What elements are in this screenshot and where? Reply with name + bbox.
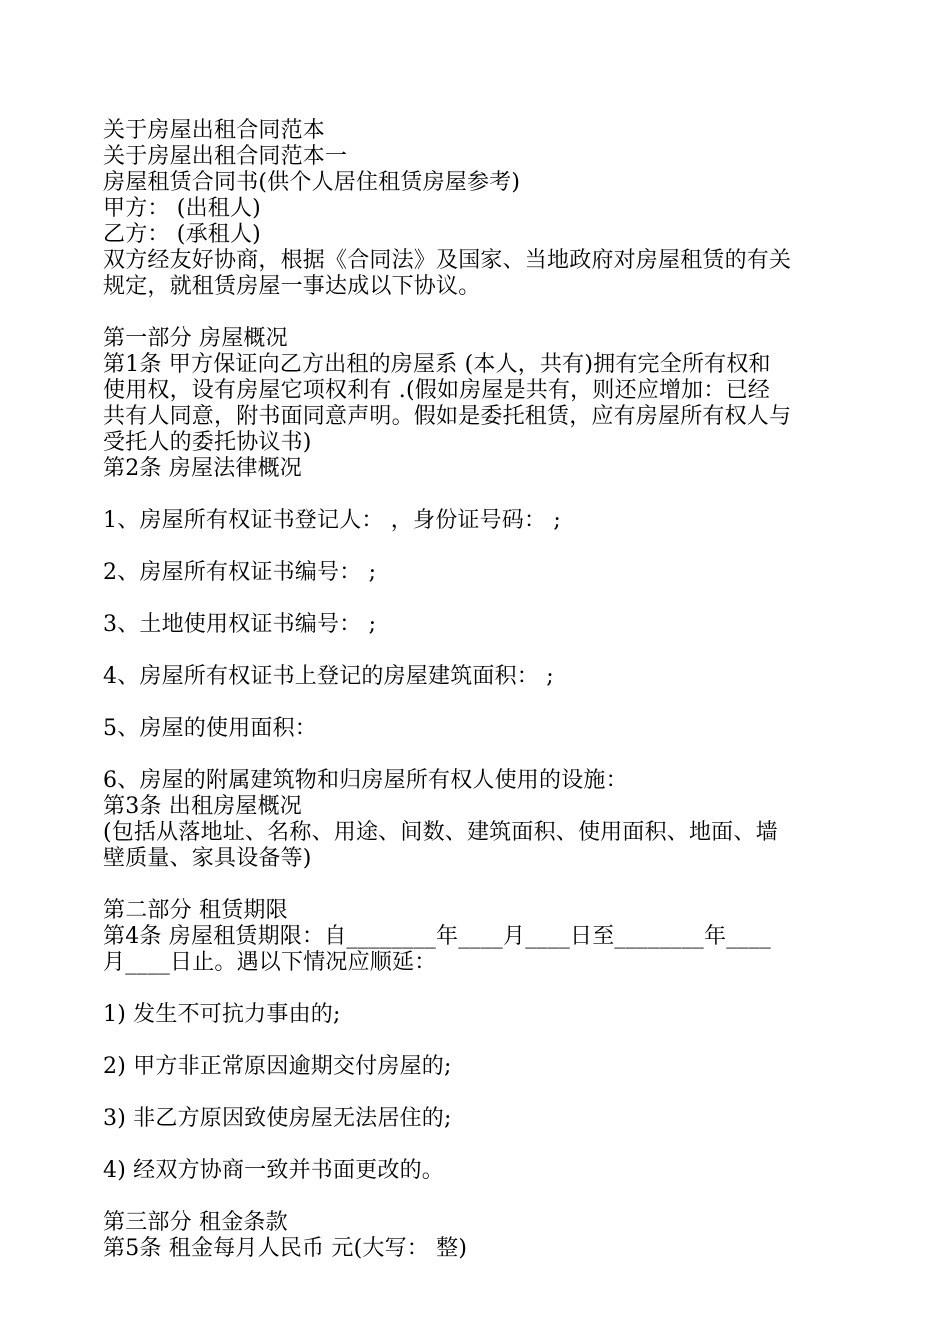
- blank-line: [103, 872, 853, 898]
- item-4: 4、房屋所有权证书上登记的房屋建筑面积： ;: [103, 664, 554, 689]
- contract-heading: 房屋租赁合同书(供个人居住租赁房屋参考): [103, 170, 521, 195]
- blank-line: [103, 482, 853, 508]
- item-1: 1、房屋所有权证书登记人： ，身份证号码： ;: [103, 508, 561, 533]
- blank-line: [103, 976, 853, 1002]
- article-4-line-2: 月____日止。遇以下情况应顺延：: [103, 950, 437, 975]
- part-1-heading: 第一部分 房屋概况: [103, 326, 288, 351]
- doc-title: 关于房屋出租合同范本: [103, 118, 326, 143]
- document-body: [103, 118, 853, 1262]
- condition-3: 3) 非乙方原因致使房屋无法居住的;: [103, 1106, 452, 1131]
- item-3: 3、土地使用权证书编号： ;: [103, 612, 377, 637]
- blank-line: [103, 586, 853, 612]
- article-1-line-2: 使用权，设有房屋它项权利有 .(假如房屋是共有，则还应增加：已经: [103, 378, 770, 403]
- article-3-line-1: (包括从落地址、名称、用途、间数、建筑面积、使用面积、地面、墙: [103, 820, 778, 845]
- article-3-line-2: 壁质量、家具设备等): [103, 846, 312, 871]
- blank-line: [103, 638, 853, 664]
- part-2-heading: 第二部分 租赁期限: [103, 898, 288, 923]
- item-5: 5、房屋的使用面积：: [103, 716, 317, 741]
- item-6: 6、房屋的附属建筑物和归房屋所有权人使用的设施：: [103, 768, 628, 793]
- blank-line: [103, 534, 853, 560]
- article-1-line-3: 共有人同意，附书面同意声明。假如是委托租赁，应有房屋所有权人与: [103, 404, 792, 429]
- item-2: 2、房屋所有权证书编号： ;: [103, 560, 377, 585]
- article-5-line: 第5条 租金每月人民币 元(大写： 整): [103, 1236, 468, 1261]
- preamble-line-2: 规定，就租赁房屋一事达成以下协议。: [103, 274, 481, 299]
- blank-line: [103, 742, 853, 768]
- blank-line: [103, 300, 853, 326]
- article-1-line-1: 第1条 甲方保证向乙方出租的房屋系 (本人，共有)拥有完全所有权和: [103, 352, 771, 377]
- condition-2: 2) 甲方非正常原因逾期交付房屋的;: [103, 1054, 452, 1079]
- blank-line: [103, 690, 853, 716]
- blank-line: [103, 1184, 853, 1210]
- article-3-heading: 第3条 出租房屋概况: [103, 794, 302, 819]
- preamble-line-1: 双方经友好协商，根据《合同法》及国家、当地政府对房屋租赁的有关: [103, 248, 792, 273]
- party-b-line: 乙方： (承租人): [103, 222, 261, 247]
- article-4-line-1: 第4条 房屋租赁期限：自________年____月____日至________年____: [103, 924, 771, 949]
- condition-4: 4) 经双方协商一致并书面更改的。: [103, 1158, 444, 1183]
- article-1-line-4: 受托人的委托协议书): [103, 430, 312, 455]
- party-a-line: 甲方： (出租人): [103, 196, 261, 221]
- blank-line: [103, 1080, 853, 1106]
- part-3-heading: 第三部分 租金条款: [103, 1210, 288, 1235]
- blank-line: [103, 1132, 853, 1158]
- article-2-heading: 第2条 房屋法律概况: [103, 456, 302, 481]
- doc-subtitle: 关于房屋出租合同范本一: [103, 144, 348, 169]
- blank-line: [103, 1028, 853, 1054]
- condition-1: 1) 发生不可抗力事由的;: [103, 1002, 341, 1027]
